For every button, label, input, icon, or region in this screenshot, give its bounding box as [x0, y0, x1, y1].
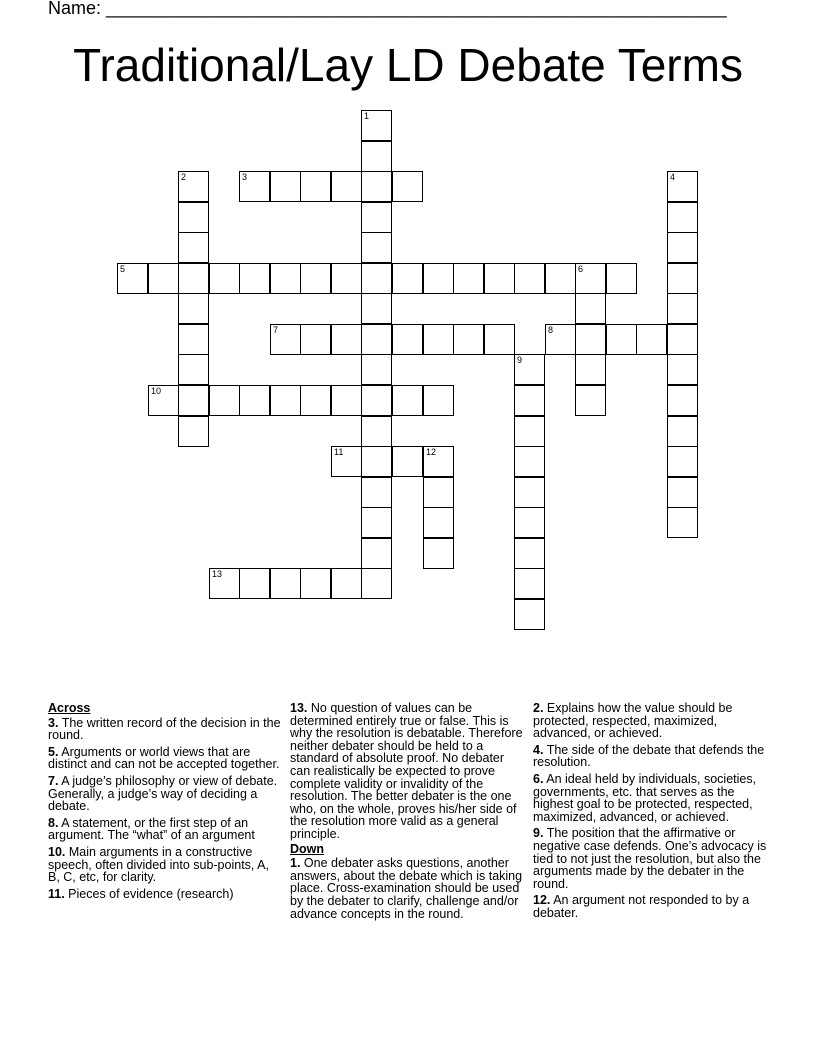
- crossword-cell[interactable]: [361, 141, 392, 172]
- crossword-cell[interactable]: [361, 385, 392, 416]
- crossword-cell[interactable]: [300, 568, 331, 599]
- crossword-cell[interactable]: [239, 568, 270, 599]
- crossword-cell[interactable]: [545, 263, 576, 294]
- cell-number: 11: [334, 447, 344, 457]
- crossword-cell[interactable]: [331, 446, 362, 477]
- crossword-cell[interactable]: [331, 263, 362, 294]
- cell-number: 9: [517, 355, 523, 365]
- clue-down-6: [533, 773, 769, 823]
- crossword-cell[interactable]: [209, 385, 240, 416]
- clues-column-3: [533, 702, 769, 924]
- clue-down-12: [533, 894, 769, 919]
- crossword-cell[interactable]: [636, 324, 667, 355]
- crossword-cell[interactable]: [667, 354, 698, 385]
- crossword-cell[interactable]: [148, 263, 179, 294]
- crossword-cell[interactable]: [667, 507, 698, 538]
- crossword-cell[interactable]: [178, 232, 209, 263]
- clue-number: 10.: [48, 844, 66, 859]
- crossword-cell[interactable]: [514, 263, 545, 294]
- crossword-cell[interactable]: [667, 416, 698, 447]
- cell-number: 3: [242, 172, 248, 182]
- down-heading: Down: [290, 841, 325, 856]
- crossword-cell[interactable]: [606, 263, 637, 294]
- cell-number: 13: [212, 569, 223, 579]
- crossword-cell[interactable]: [361, 416, 392, 447]
- clue-number: 6.: [533, 771, 544, 786]
- crossword-cell[interactable]: [300, 385, 331, 416]
- clue-across-11: [48, 888, 284, 901]
- crossword-cell[interactable]: [178, 263, 209, 294]
- crossword-cell[interactable]: [300, 171, 331, 202]
- clue-text: One debater asks questions, another answers, about the debate which is taking place. Cross-examination should be used by the debater to clarify, challenge and/or advance concepts in the round.: [290, 856, 523, 921]
- crossword-cell[interactable]: [514, 568, 545, 599]
- crossword-cell[interactable]: [178, 416, 209, 447]
- crossword-cell[interactable]: [239, 385, 270, 416]
- crossword-cell[interactable]: [392, 171, 423, 202]
- clue-number: 13.: [290, 701, 308, 715]
- crossword-cell[interactable]: [117, 263, 148, 294]
- clue-across-7: [48, 775, 284, 813]
- clue-number: 2.: [533, 701, 544, 715]
- clue-text: Main arguments in a constructive speech, often divided into sub-points, A, B, C, etc, for clarity.: [48, 844, 269, 885]
- clue-number: 7.: [48, 773, 59, 788]
- clue-number: 5.: [48, 744, 59, 759]
- crossword-cell[interactable]: [392, 446, 423, 477]
- crossword-cell[interactable]: [484, 263, 515, 294]
- cell-number: 1: [364, 111, 370, 121]
- crossword-cell[interactable]: [606, 324, 637, 355]
- crossword-cell[interactable]: [514, 507, 545, 538]
- crossword-cell[interactable]: [361, 293, 392, 324]
- cell-number: 6: [578, 264, 584, 274]
- cell-number: 7: [273, 325, 279, 335]
- crossword-cell[interactable]: [453, 324, 484, 355]
- crossword-cell[interactable]: [575, 263, 606, 294]
- clue-number: 3.: [48, 715, 59, 730]
- crossword-cell[interactable]: [361, 202, 392, 233]
- crossword-cell[interactable]: [300, 324, 331, 355]
- crossword-cell[interactable]: [514, 385, 545, 416]
- crossword-cell[interactable]: [178, 202, 209, 233]
- cell-number: 12: [426, 447, 437, 457]
- across-heading: Across: [48, 701, 91, 715]
- crossword-cell[interactable]: [361, 232, 392, 263]
- crossword-cell[interactable]: [667, 477, 698, 508]
- crossword-cell[interactable]: [209, 568, 240, 599]
- crossword-cell[interactable]: [361, 110, 392, 141]
- crossword-cell[interactable]: [300, 263, 331, 294]
- clues-column-2: [290, 702, 526, 924]
- crossword-cell[interactable]: [453, 263, 484, 294]
- crossword-cell[interactable]: [423, 324, 454, 355]
- crossword-cell[interactable]: [514, 446, 545, 477]
- crossword-cell[interactable]: [361, 263, 392, 294]
- clue-text: Pieces of evidence (research): [68, 886, 234, 901]
- clue-number: 1.: [290, 856, 301, 871]
- crossword-cell[interactable]: [575, 293, 606, 324]
- crossword-cell[interactable]: [423, 477, 454, 508]
- clue-down-4: [533, 744, 769, 769]
- crossword-cell[interactable]: [667, 324, 698, 355]
- clue-text: A statement, or the first step of an argument. The “what” of an argument: [48, 815, 255, 843]
- crossword-cell[interactable]: [361, 354, 392, 385]
- crossword-cell[interactable]: [239, 263, 270, 294]
- crossword-cell[interactable]: [178, 171, 209, 202]
- crossword-cell[interactable]: [361, 568, 392, 599]
- clue-number: 4.: [533, 742, 544, 757]
- clue-number: 8.: [48, 815, 59, 830]
- clue-text: A judge’s philosophy or view of debate. Generally, a judge’s way of deciding a debate.: [48, 773, 278, 814]
- crossword-cell[interactable]: [423, 446, 454, 477]
- crossword-cell[interactable]: [392, 263, 423, 294]
- cell-number: 8: [548, 325, 554, 335]
- crossword-cell[interactable]: [667, 202, 698, 233]
- clue-text: An argument not responded to by a debater.: [533, 893, 750, 920]
- crossword-cell[interactable]: [270, 324, 301, 355]
- clue-across-13: [290, 702, 526, 841]
- crossword-cell[interactable]: [514, 599, 545, 630]
- crossword-cell[interactable]: [514, 416, 545, 447]
- cell-number: 4: [670, 172, 676, 182]
- crossword-cell[interactable]: [392, 385, 423, 416]
- clue-text: An ideal held by individuals, societies, governments, etc. that serves as the highest goal to be protected, respected, maximized, advanced, or achieved.: [533, 771, 757, 824]
- crossword-cell[interactable]: [667, 293, 698, 324]
- crossword-cell[interactable]: [575, 354, 606, 385]
- crossword-cell[interactable]: [575, 324, 606, 355]
- clue-text: Arguments or world views that are distinct and can not be accepted together.: [48, 744, 280, 772]
- crossword-cell[interactable]: [667, 232, 698, 263]
- cell-number: 2: [181, 172, 187, 182]
- crossword-cell[interactable]: [178, 324, 209, 355]
- clue-across-3: [48, 717, 284, 742]
- crossword-cell[interactable]: [331, 324, 362, 355]
- crossword-cell[interactable]: [361, 446, 392, 477]
- crossword-cell[interactable]: [423, 507, 454, 538]
- crossword-cell[interactable]: [361, 171, 392, 202]
- crossword-cell[interactable]: [392, 324, 423, 355]
- crossword-cell[interactable]: [178, 293, 209, 324]
- crossword-cell[interactable]: [270, 171, 301, 202]
- clue-number: 9.: [533, 826, 544, 841]
- clue-across-5: [48, 746, 284, 771]
- crossword-cell[interactable]: [270, 568, 301, 599]
- name-field-label[interactable]: Name: ______________________________________________________________: [48, 0, 727, 18]
- crossword-cell[interactable]: [361, 538, 392, 569]
- crossword-cell[interactable]: [209, 263, 240, 294]
- crossword-cell[interactable]: [361, 477, 392, 508]
- clue-across-10: [48, 846, 284, 884]
- clues-column-1: [48, 702, 284, 904]
- page-title: Traditional/Lay LD Debate Terms: [73, 39, 743, 91]
- crossword-cell[interactable]: [484, 324, 515, 355]
- crossword-cell[interactable]: [331, 385, 362, 416]
- clue-down-9: [533, 827, 769, 890]
- crossword-cell[interactable]: [361, 507, 392, 538]
- crossword-cell[interactable]: [239, 171, 270, 202]
- crossword-cell[interactable]: [331, 568, 362, 599]
- crossword-cell[interactable]: [331, 171, 362, 202]
- crossword-cell[interactable]: [667, 171, 698, 202]
- crossword-cell[interactable]: [178, 354, 209, 385]
- crossword-cell[interactable]: [575, 385, 606, 416]
- clue-text: Explains how the value should be protected, respected, maximized, advanced, or achieved.: [533, 701, 733, 741]
- clue-text: The position that the affirmative or negative case defends. One’s advocacy is tied to not just the resolution, but also the arguments made by the debater in the round.: [533, 826, 767, 891]
- crossword-cell[interactable]: [667, 446, 698, 477]
- crossword-cell[interactable]: [270, 385, 301, 416]
- cell-number: 10: [151, 386, 162, 396]
- crossword-cell[interactable]: [423, 385, 454, 416]
- clue-text: The written record of the decision in the round.: [48, 715, 281, 743]
- crossword-cell[interactable]: [270, 263, 301, 294]
- crossword-cell[interactable]: [423, 538, 454, 569]
- crossword-cell[interactable]: [361, 324, 392, 355]
- crossword-cell[interactable]: [545, 324, 576, 355]
- clue-down-2: [533, 702, 769, 740]
- clue-number: 11.: [48, 886, 65, 901]
- cell-number: 5: [120, 264, 126, 274]
- clue-down-1: [290, 857, 526, 920]
- crossword-cell[interactable]: [423, 263, 454, 294]
- crossword-cell[interactable]: [667, 385, 698, 416]
- crossword-cell[interactable]: [514, 354, 545, 385]
- crossword-cell[interactable]: [514, 477, 545, 508]
- clue-text: The side of the debate that defends the resolution.: [533, 742, 765, 770]
- clue-number: 12.: [533, 893, 551, 908]
- crossword-cell[interactable]: [178, 385, 209, 416]
- crossword-cell[interactable]: [514, 538, 545, 569]
- crossword-cell[interactable]: [148, 385, 179, 416]
- crossword-cell[interactable]: [667, 263, 698, 294]
- clue-across-8: [48, 817, 284, 842]
- clue-text: No question of values can be determined entirely true or false. This is why the resolution is debatable. Therefore neither debater should be held to a standard of absolute proof. No debater can realistically be expected to prove complete validity or invalidity of the resolution. The better debater is the one who, on the whole, proves his/her side of the resolution more valid as a general principle.: [290, 701, 523, 841]
